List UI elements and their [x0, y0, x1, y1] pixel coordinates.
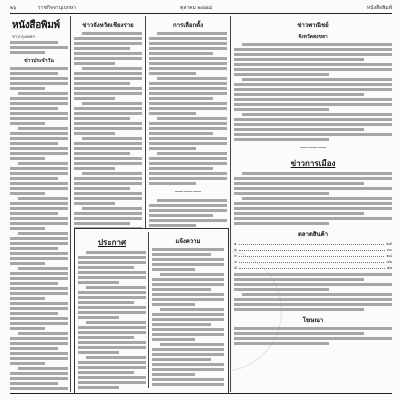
header-left-text: ราชกิจจานุเบกษา [38, 5, 77, 11]
page-header [10, 4, 392, 12]
notice-box-mid-title: แจ้งความ [175, 238, 201, 245]
header-rule [10, 13, 392, 14]
column-divider [70, 16, 71, 392]
footer-note: โฆษณา [302, 317, 324, 324]
column-4: ข่าวพาณิชย์ จังหวัดสงขลา ——— ข่าวการเมือง ตลาดสินค้า ๑ ๒๕ ๒ ๓๐ ๓ ๑๘ ๔ ๔๒ ๕ ๑๒ โฆษณา [234, 16, 392, 392]
section-ornament: ——— [299, 143, 327, 153]
page-number: ๒๖ [10, 5, 17, 11]
section-ornament: ——— [174, 187, 202, 197]
col2-headline: ข่าวจังหวัดเชียงราย [82, 22, 134, 29]
masthead-title: หนังสือพิมพ์ [12, 20, 60, 31]
notice-box-title: ประกาศ [97, 237, 127, 247]
header-right-text: หนังสือพิมพ์ [366, 5, 392, 11]
col4-subhead: จังหวัดสงขลา [298, 34, 328, 40]
masthead-subtitle: ข่าวกรุงเทพฯ [12, 34, 35, 39]
masthead-notice: ข่าวประจำวัน [24, 58, 54, 64]
box-divider [148, 232, 149, 388]
column-1 [10, 16, 68, 392]
notice-box-right [152, 232, 224, 388]
col4-headline-3: ตลาดสินค้า [298, 231, 328, 238]
col4-headline-2: ข่าวการเมือง [290, 158, 336, 168]
header-date: ตุลาคม ๒๔๗๘ [180, 5, 213, 11]
col3-headline: การเลือกตั้ง [172, 22, 203, 29]
col4-headline: ข่าวพาณิชย์ [297, 22, 329, 29]
notice-box-left [78, 232, 146, 391]
footer-rule [10, 393, 392, 394]
